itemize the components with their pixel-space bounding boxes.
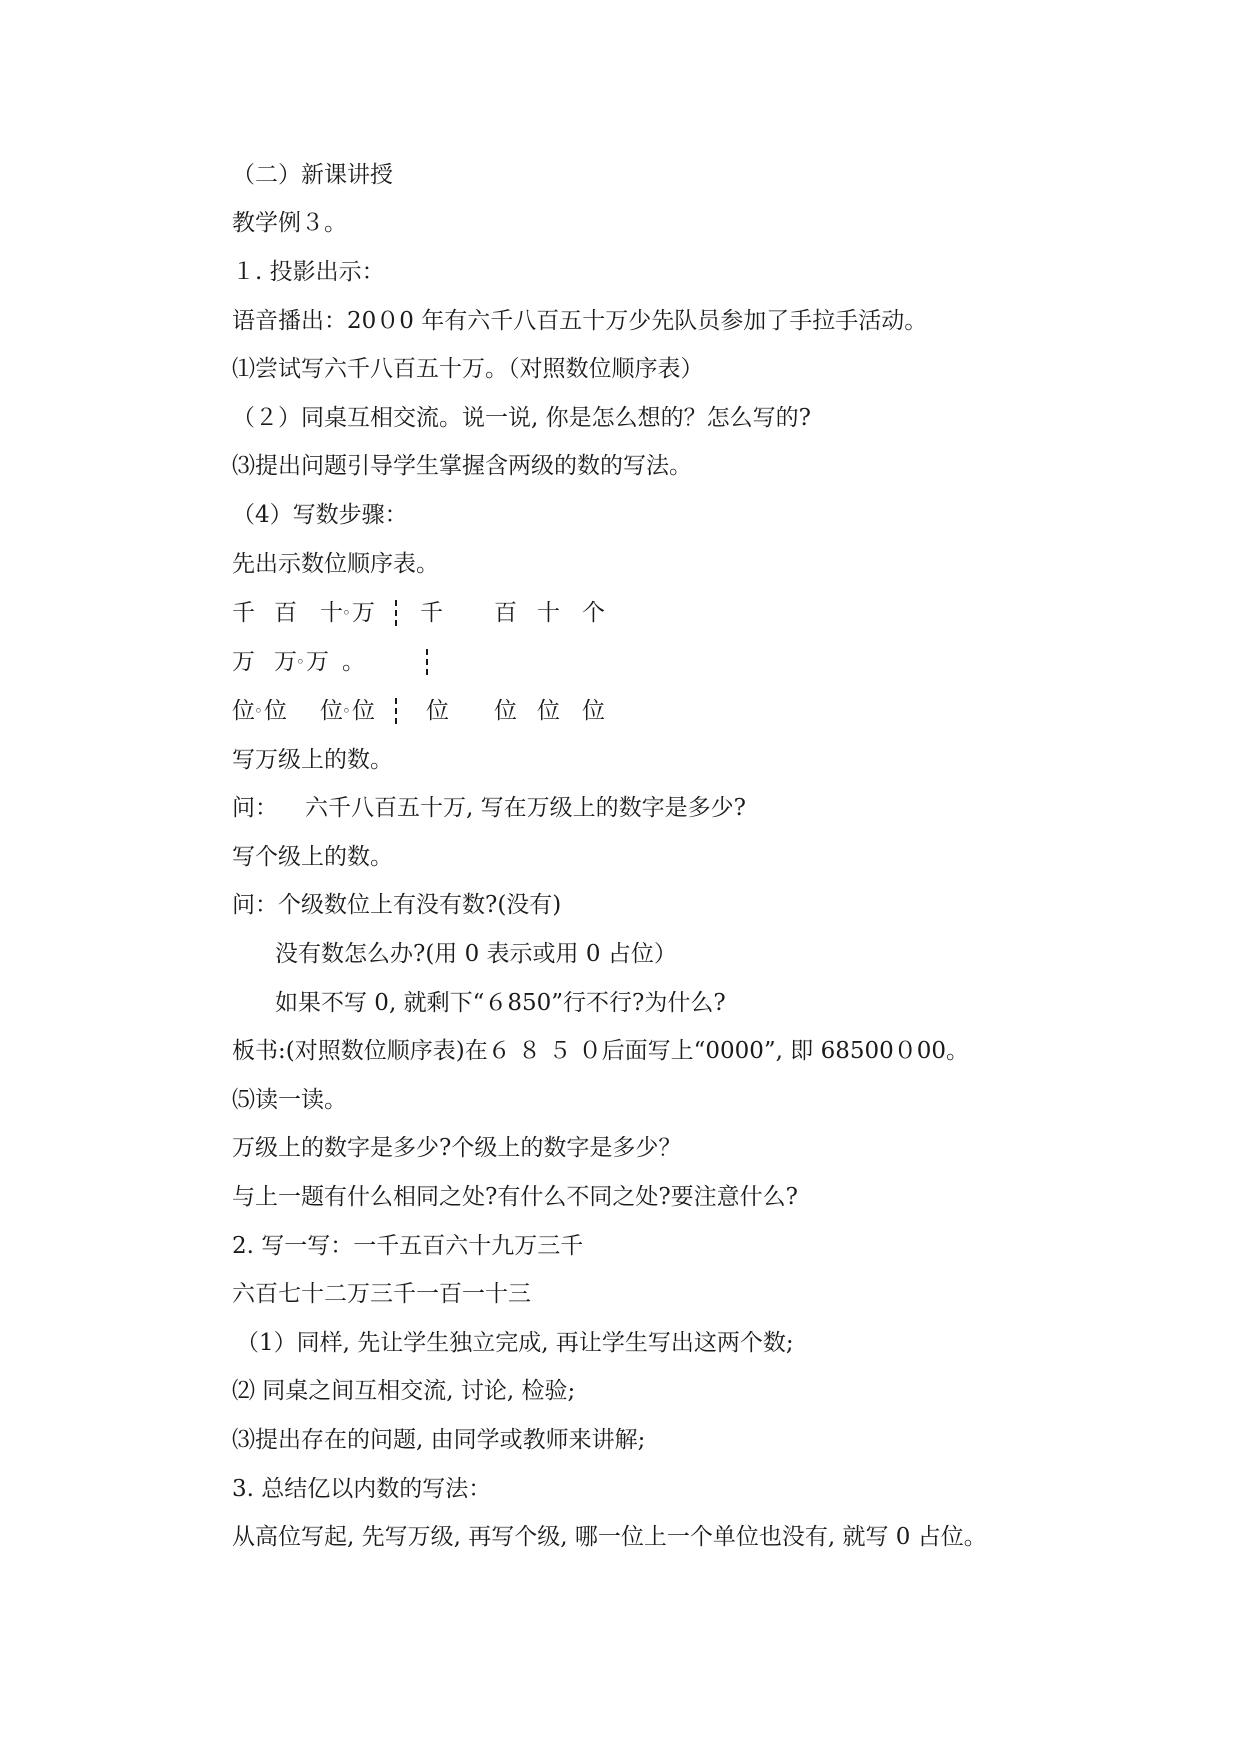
pv-cell: 万 <box>306 649 329 675</box>
read-question: 万级上的数字是多少?个级上的数字是多少？ <box>232 1135 682 1161</box>
show-table-text: 先出示数位顺序表。 <box>232 551 439 577</box>
pv-cell: 千 <box>420 600 443 626</box>
pv-cell: 位 <box>537 698 560 724</box>
pv-separator <box>426 649 428 675</box>
ask-1-label: 问： <box>232 795 278 821</box>
pv-cell: 万 <box>274 649 297 675</box>
ask-2b: 没有数怎么办?(用 0 表示或用 0 占位） <box>275 941 677 967</box>
step-3: 3. 总结亿以内数的写法： <box>232 1476 492 1502</box>
question-5: ⑸读一读。 <box>232 1087 347 1113</box>
pv-cell: 位 <box>320 698 343 724</box>
step-2-question-3: ⑶提出存在的问题, 由同学或教师来讲解; <box>232 1427 646 1453</box>
pv-separator <box>395 600 397 626</box>
pv-cell: 位 <box>352 698 375 724</box>
place-value-row-1 <box>232 598 652 628</box>
pv-dot: ◦ <box>296 653 305 671</box>
ask-2: 问：个级数位上有没有数?(没有) <box>232 892 562 918</box>
summary: 从高位写起, 先写万级, 再写个级, 哪一位上一个单位也没有, 就写 0 占位。 <box>232 1524 987 1550</box>
pv-cell: 十 <box>537 600 560 626</box>
pv-cell: 。 <box>342 649 365 675</box>
board-writing: 板书:(对照数位顺序表)在６ ８ ５ ０后面写上“0000”, 即 68500０00。 <box>232 1038 970 1064</box>
pv-cell: 十 <box>320 600 343 626</box>
broadcast-text: 语音播出：20０0 年有六千八百五十万少先队员参加了手拉手活动。 <box>232 308 928 334</box>
step-2-question-1: （1）同样, 先让学生独立完成, 再让学生写出这两个数; <box>236 1330 794 1356</box>
pv-cell: 位 <box>232 698 255 724</box>
pv-cell: 位 <box>494 698 517 724</box>
pv-cell: 位 <box>426 698 449 724</box>
pv-cell: 千 <box>232 600 255 626</box>
pv-cell: 百 <box>494 600 517 626</box>
pv-cell: 位 <box>264 698 287 724</box>
pv-separator <box>395 698 397 724</box>
write-ge-level: 写个级上的数。 <box>232 844 393 870</box>
question-1: ⑴尝试写六千八百五十万。（对照数位顺序表） <box>232 356 704 382</box>
place-value-row-3 <box>232 696 652 726</box>
example-title: 教学例３。 <box>232 210 347 236</box>
question-4: （4）写数步骤： <box>232 502 408 528</box>
pv-dot: ◦ <box>254 702 263 720</box>
step-1: １. 投影出示： <box>232 259 385 285</box>
ask-2c: 如果不写 0, 就剩下“６850”行不行?为什么? <box>275 990 726 1016</box>
section-heading: （二）新课讲授 <box>232 162 393 188</box>
step-2b: 六百七十二万三千一百一十三 <box>232 1281 531 1307</box>
compare-question: 与上一题有什么相同之处?有什么不同之处?要注意什么? <box>232 1184 798 1210</box>
pv-dot: ◦ <box>342 604 351 622</box>
step-2-question-2: ⑵ 同桌之间互相交流, 讨论, 检验; <box>232 1378 576 1404</box>
pv-cell: 百 <box>274 600 297 626</box>
pv-cell: 万 <box>352 600 375 626</box>
write-wan-level: 写万级上的数。 <box>232 747 393 773</box>
ask-1: 六千八百五十万, 写在万级上的数字是多少? <box>305 795 746 821</box>
pv-cell: 万 <box>232 649 255 675</box>
question-2: （２）同桌互相交流。说一说, 你是怎么想的？怎么写的? <box>232 405 811 431</box>
place-value-row-2 <box>232 647 652 677</box>
question-3: ⑶提出问题引导学生掌握含两级的数的写法。 <box>232 453 692 479</box>
pv-dot: ◦ <box>342 702 351 720</box>
pv-cell: 个 <box>582 600 605 626</box>
pv-cell: 位 <box>582 698 605 724</box>
step-2: 2. 写一写：一千五百六十九万三千 <box>232 1233 584 1259</box>
